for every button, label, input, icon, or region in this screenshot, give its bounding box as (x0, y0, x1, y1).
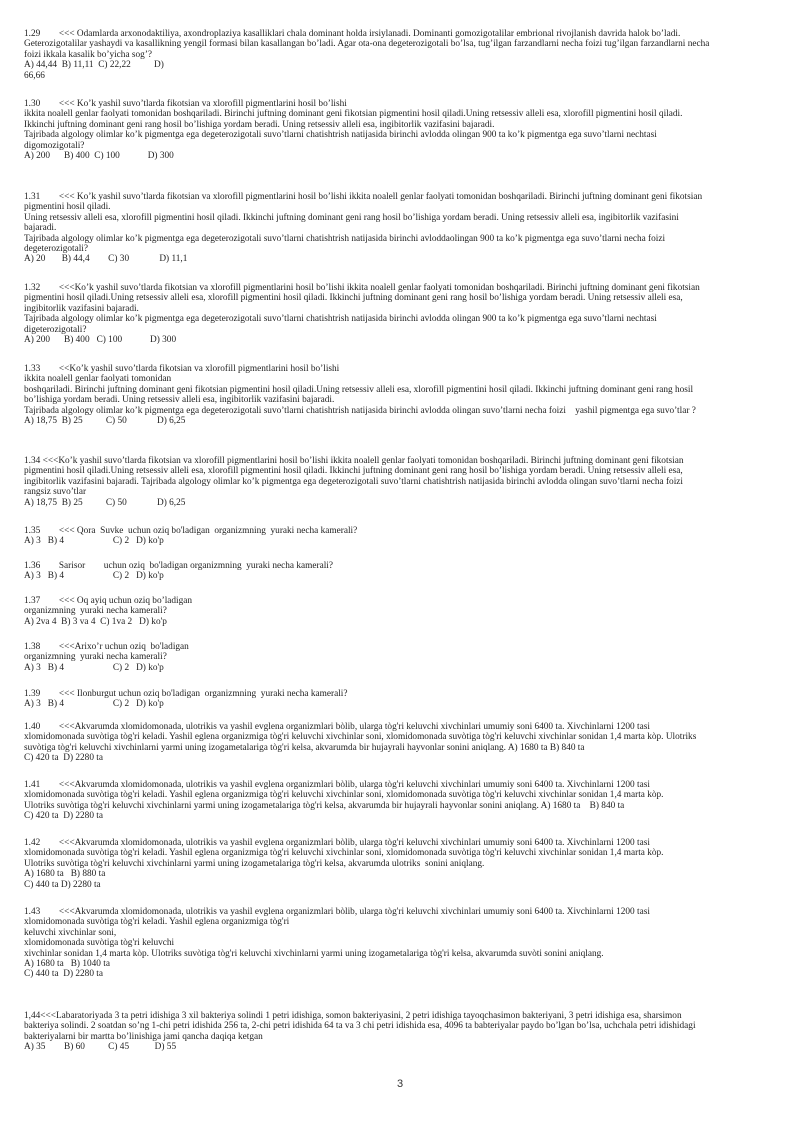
text-line: Uning retsessiv alleli esa, xlorofill pigmentini hosil qiladi. Ikkinchi juftning dominant geni rang hosil bo’lishiga yordam beradi. Uning retsessiv alleli esa, ingibitorlik vazifasini (24, 212, 679, 223)
text-line: organizmning yuraki necha kamerali? (24, 606, 167, 617)
text-line: 1,44<<<Labaratoriyada 3 ta petri idishiga 3 xil bakteriya solindi 1 petri idishiga, somon bakteriyasini, 2 petri idishiga tayoqchasimon bakteriyani, 3 petri idishiga esa, sharsimon (24, 1011, 682, 1021)
text-line: ikkita noalell genlar faolyati tomonidan boshqariladi. Birinchi juftning dominant geni fikotsian pigmentini hosil qiladi.Uning retsessiv alleli esa, xlorofill pigmentini hosil qiladi. (24, 109, 683, 120)
answer-options: A) 44,44 B) 11,11 C) 22,22 D) (24, 60, 164, 71)
text-line: ikkita noalell genlar faolyati tomonidan (24, 374, 172, 385)
text-line: 1.40 <<<Akvarumda xlomidomonada, ulotrikis va yashil evglena organizmlari bòlib, ularga tòg'ri keluvchi xivchinlari umumiy soni 6400 ta. Xivchinlarni 1200 tasi (24, 722, 650, 732)
text-line: Ikkinchi juftning dominant geni rang hosil bo’lishiga yordam beradi. Uning retsessiv alleli esa, ingibitorlik vazifasini bajaradi. (24, 119, 495, 130)
question-1-44 (24, 1011, 776, 1053)
text-line: xivchinlar sonidan 1,4 marta kòp. Ulotriks suvòtiga tòg'ri keluvchi xivchinlarni yarmi uning izogametalariga tòg'ri kelsa, akvarumda suvòti sonini aniqlang. (24, 948, 604, 959)
text-line: pigmentini hosil qiladi. (24, 202, 111, 213)
text-line: 1.37 <<< Oq ayiq uchun oziq bo’ladigan (24, 596, 193, 606)
answer-options: C) 440 ta D) 2280 ta (24, 879, 101, 890)
text-line: 1.42 <<<Akvarumda xlomidomonada, ulotrikis va yashil evglena organizmlari bòlib, ularga tòg'ri keluvchi xivchinlari umumiy soni 6400 ta. Xivchinlarni 1200 tasi (24, 838, 650, 848)
text-line: foizi ikkala kasalik bo’yicha sog’? (24, 49, 153, 60)
text-line: xlomidomonada suvòtiga tòg'ri keladi. Yashil eglena organizmiga tòg'ri keluvchi xivchinlar soni, xlomidomonada suvòtiga tòg'ri keluvchi xivchinlar sonidan 1,4 marta kòp. (24, 790, 664, 801)
text-line: ingibitorlik vazifasini bajaradi. Tajribada algology olimlar ko’k pigmentga ega degeterozigotali suvo’tlarni chatishtrish natijasida birinchi avlodda olingan suvo’tlarni necha foizi (24, 476, 683, 487)
text-line: degeterozigotali? (24, 244, 89, 255)
text-line: 1.36 Sarisor uchun oziq bo'ladigan organizmning yuraki necha kamerali? (24, 561, 333, 571)
text-line: xlomidomonada suvòtiga tòg'ri keluvchi (24, 938, 175, 949)
question-1-42 (24, 838, 776, 890)
answer-options: A) 3 B) 4 C) 2 D) ko'p (24, 662, 164, 673)
text-line: 1.33 <<Ko’k yashil suvo’tlarda fikotsian va xlorofill pigmentlarini hosil bo’lishi (24, 364, 340, 374)
text-line: bakteriyalarni bir martta bo’linishiga jami qancha daqiqa ketgan (24, 1031, 263, 1042)
question-1-35 (24, 526, 776, 547)
answer-options: A) 3 B) 4 C) 2 D) ko'p (24, 571, 164, 582)
question-1-30 (24, 99, 776, 161)
text-line: xlomidomonada suvòtiga tòg'ri keladi. Yashil eglena organizmiga tòg'ri keluvchi xivchinlar soni, xlomidomonada suvòtiga tòg'ri keluvchi xivchinlar sonidan 1,4 marta kòp. Ulotriks (24, 732, 697, 743)
text-line: Tajribada algology olimlar ko’k pigmentga ega degeterozigotali suvo’tlarni chatishtrish natijasida birinchi avlodda olingan 900 ta ko’k pigmentga ega suvo’tlarni nechtasi (24, 314, 657, 325)
answer-options: A) 200 B) 400 C) 100 D) 300 (24, 335, 177, 346)
text-line: 1.41 <<<Akvarumda xlomidomonada, ulotrikis va yashil evglena organizmlari bòlib, ularga tòg'ri keluvchi xivchinlari umumiy soni 6400 ta. Xivchinlarni 1200 tasi (24, 780, 650, 790)
answer-options: A) 3 B) 4 C) 2 D) ko'p (24, 536, 164, 547)
text-line: xlomidomonada suvòtiga tòg'ri keladi. Yashil eglena organizmiga tòg'ri keluvchi xivchinlar soni, xlomidomonada suvòtiga tòg'ri keluvchi xivchinlar sonidan 1,4 marta kòp. (24, 848, 664, 859)
answer-options: A) 20 B) 44,4 C) 30 D) 11,1 (24, 254, 188, 265)
question-1-34 (24, 456, 776, 508)
answer-options: A) 1680 ta B) 880 ta (24, 869, 106, 880)
question-1-33 (24, 364, 776, 426)
answer-options: A) 1680 ta B) 1040 ta (24, 959, 110, 970)
text-line: Tajribada algology olimlar ko’k pigmentga ega degeterozigotali suvo’tlarni chatishtrish natijasida birinchi avlodda olingan suvo’tlarni necha foizi yashil pigmentga ega suvo’tlar ? (24, 405, 696, 416)
text-line: 1.43 <<<Akvarumda xlomidomonada, ulotrikis va yashil evglena organizmlari bòlib, ularga tòg'ri keluvchi xivchinlari umumiy soni 6400 ta. Xivchinlarni 1200 tasi (24, 907, 650, 917)
text-line: 1.32 <<<Ko’k yashil suvo’tlarda fikotsian va xlorofill pigmentlarini hosil bo’lishi ikkita noalell genlar faolyati tomonidan boshqariladi. Birinchi juftning dominant geni fikotsian (24, 283, 700, 293)
text-line: 1.30 <<< Ko’k yashil suvo’tlarda fikotsian va xlorofill pigmentlarini hosil bo’lishi (24, 99, 347, 109)
text-line: pigmentini hosil qiladi.Uning retsessiv alleli esa, xlorofill pigmentini hosil qiladi. Ikkinchi juftning dominant geni rang hosil bo’lishiga yordam beradi. Uning retsessiv alleli esa, (24, 293, 683, 304)
question-1-29 (24, 29, 776, 81)
answer-options: A) 2va 4 B) 3 va 4 C) 1va 2 D) ko'p (24, 616, 167, 627)
question-1-43 (24, 907, 776, 980)
text-line: suvòtiga tòg'ri keluvchi xivchinlarni yarmi uning izogametalariga tòg'ri kelsa, akvarumda bir hujayrali hayvonlar sonini aniqlang. A) 1680 ta B) 840 ta (24, 742, 585, 753)
text-line: rangsiz suvo’tlar (24, 487, 87, 498)
text-line: bajaradi. (24, 223, 57, 234)
text-line: 1.34 <<<Ko’k yashil suvo’tlarda fikotsian va xlorofill pigmentlarini hosil bo’lishi ikkita noalell genlar faolyati tomonidan boshqariladi. Birinchi juftning dominant geni fikotsian (24, 456, 684, 466)
question-1-32 (24, 283, 776, 345)
question-1-39 (24, 689, 776, 710)
answer-options: A) 18,75 B) 25 C) 50 D) 6,25 (24, 416, 186, 427)
page-number: 3 (396, 1078, 404, 1090)
question-1-36 (24, 561, 776, 582)
text-line: bo’lishiga yordam beradi. Uning retsessiv alleli esa, ingibitorlik vazifasini bajaradi. (24, 395, 335, 406)
answer-options: C) 440 ta D) 2280 ta (24, 969, 104, 980)
question-1-37 (24, 596, 776, 627)
answer-options: A) 35 B) 60 C) 45 D) 55 (24, 1042, 177, 1053)
answer-options: A) 3 B) 4 C) 2 D) ko'p (24, 699, 164, 710)
text-line: ingibitorlik vazifasini bajaradi. (24, 303, 139, 314)
question-1-38 (24, 642, 776, 673)
text-line: 1.39 <<< Ilonburgut uchun oziq bo'ladigan organizmning yuraki necha kamerali? (24, 689, 348, 699)
text-line: digeterozigotali? (24, 324, 87, 335)
answer-options: 66,66 (24, 70, 45, 81)
question-1-31 (24, 192, 776, 265)
question-1-41 (24, 780, 776, 822)
question-1-40 (24, 722, 776, 764)
text-line: bakteriya solindi. 2 soatdan so’ng 1-chi petri idishida 256 ta, 2-chi petri idishida 64 ta va 3 chi petri idishida esa, 4096 ta babteriyalar paydo bo’lgan bo’lsa, uchchala petri idishidagi (24, 1021, 696, 1032)
text-line: Tajribada algology olimlar ko’k pigmentga ega degeterozigotali suvo’tlarni chatishtrish natijasida birinchi avlodda olingan 900 ta ko’k pigmentga ega suvo’tlarni nechtasi (24, 130, 657, 141)
answer-options: A) 200 B) 400 C) 100 D) 300 (24, 151, 174, 162)
text-line: digomozigotali? (24, 140, 85, 151)
text-line: 1.31 <<< Ko’k yashil suvo’tlarda fikotsian va xlorofill pigmentlarini hosil bo’lishi ikkita noalell genlar faolyati tomonidan boshqariladi. Birinchi juftning dominant geni fikotsian (24, 192, 703, 202)
text-line: organizmning yuraki necha kamerali? (24, 652, 167, 663)
text-line: 1.29 <<< Odamlarda arxonodaktiliya, axondroplaziya kasalliklari chala dominant holda irsiylanadi. Dominanti gomozigotalilar embrional rivojlanish davrida halok bo’ladi. (24, 29, 681, 39)
text-line: xlomidomonada suvòtiga tòg'ri keladi. Yashil eglena organizmiga tòg'ri (24, 917, 290, 928)
text-line: Ulotriks suvòtiga tòg'ri keluvchi xivchinlarni yarmi uning izogametalariga tòg'ri kelsa, akvarumda ulotriks sonini aniqlang. (24, 858, 485, 869)
answer-options: C) 420 ta D) 2280 ta (24, 753, 104, 764)
text-line: Ulotriks suvòtiga tòg'ri keluvchi xivchinlarni yarmi uning izogametalariga tòg'ri kelsa, akvarumda bir hujayrali hayvonlar sonini aniqlang. A) 1680 ta B) 840 ta (24, 800, 625, 811)
text-line: pigmentini hosil qiladi.Uning retsessiv alleli esa, xlorofill pigmentini hosil qiladi. Ikkinchi juftning dominant geni rang hosil bo’lishiga yordam beradi. Uning retsessiv alleli esa, (24, 466, 683, 477)
text-line: boshqariladi. Birinchi juftning dominant geni fikotsian pigmentini hosil qiladi.Uning retsessiv alleli esa, xlorofill pigmentini hosil qiladi. Ikkinchi juftning dominant geni rang hosil (24, 384, 694, 395)
text-line: 1.35 <<< Qora Suvke uchun oziq bo'ladigan organizmning yuraki necha kamerali? (24, 526, 358, 536)
answer-options: C) 420 ta D) 2280 ta (24, 811, 104, 822)
text-line: Tajribada algology olimlar ko’k pigmentga ega degeterozigotali suvo’tlarni chatishtrish natijasida birinchi avloddaolingan 900 ta ko’k pigmentga ega suvo’tlarni necha foizi (24, 233, 666, 244)
text-line: Geterozigotalilar yashaydi va kasallikning yengil formasi bilan kasallangan bo’ladi. Agar ota-ona degeterozigotali bo’lsa, tug’ilgan farzandlarni necha foizi tug’ilgan farzandlarni necha (24, 39, 710, 50)
text-line: keluvchi xivchinlar soni, (24, 927, 117, 938)
text-line: 1.38 <<<Arixo’r uchun oziq bo'ladigan (24, 642, 189, 652)
answer-options: A) 18,75 B) 25 C) 50 D) 6,25 (24, 497, 186, 508)
